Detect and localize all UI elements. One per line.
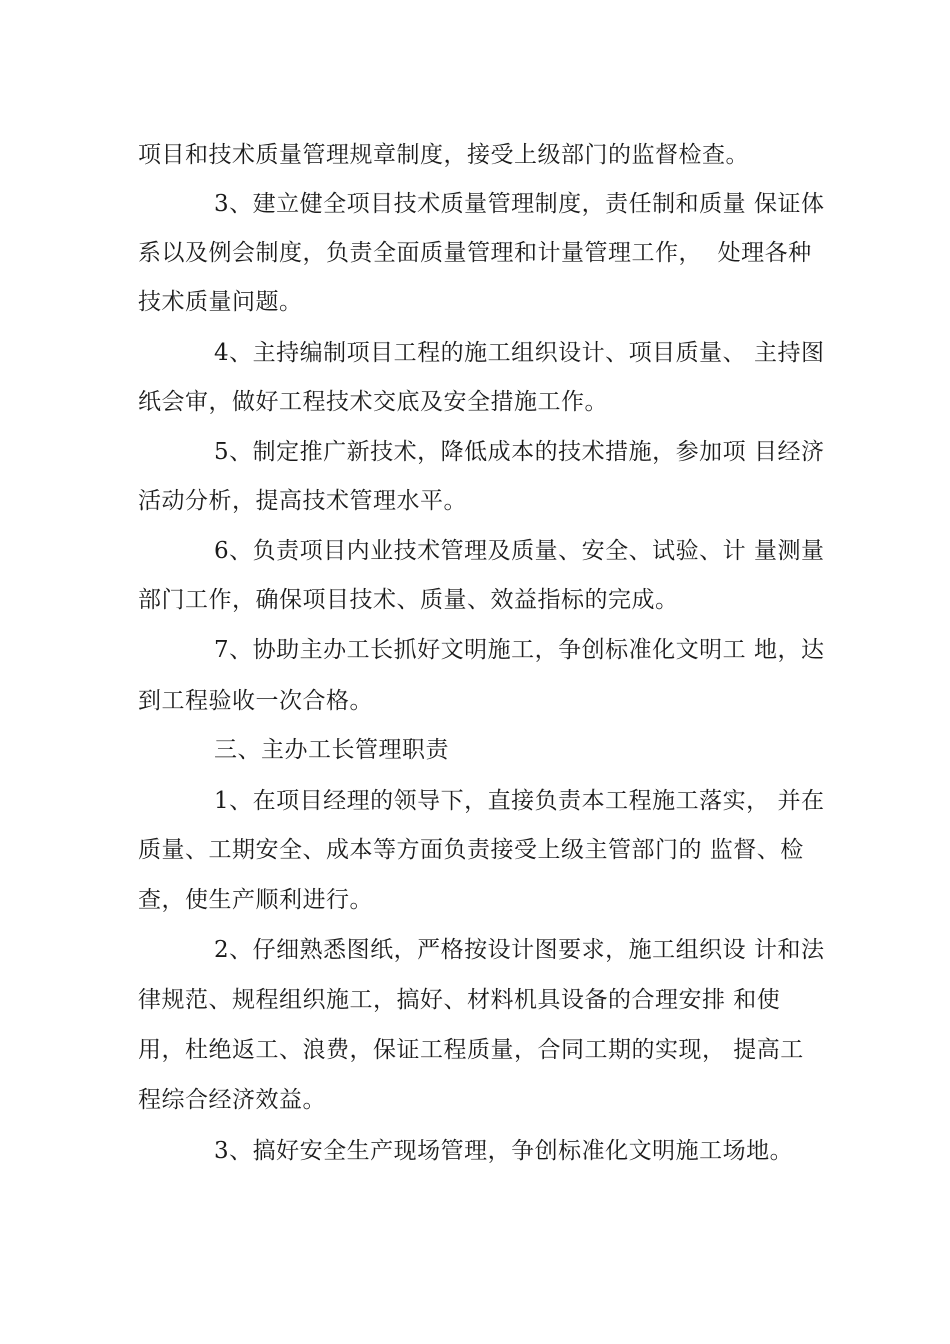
text-line: 1、在项目经理的领导下，直接负责本工程施工落实， 并在 <box>214 788 825 814</box>
text-line: 质量、工期安全、成本等方面负责接受上级主管部门的 监督、检 <box>138 837 804 863</box>
text-line: 7、协助主办工长抓好文明施工，争创标准化文明工 地，达 <box>214 637 825 663</box>
text-line: 技术质量问题。 <box>138 289 303 315</box>
text-line: 5、制定推广新技术，降低成本的技术措施，参加项 目经济 <box>214 439 825 465</box>
text-line: 用，杜绝返工、浪费，保证工程质量，合同工期的实现， 提高工 <box>138 1037 804 1063</box>
text-line: 6、负责项目内业技术管理及质量、安全、试验、计 量测量 <box>214 538 825 564</box>
text-line: 3、建立健全项目技术质量管理制度，责任制和质量 保证体 <box>214 191 825 217</box>
text-line: 3、搞好安全生产现场管理，争创标准化文明施工场地。 <box>214 1138 794 1164</box>
text-line: 2、仔细熟悉图纸，严格按设计图要求，施工组织设 计和法 <box>214 937 825 963</box>
text-line: 系以及例会制度，负责全面质量管理和计量管理工作， 处理各种 <box>138 240 812 266</box>
text-line: 律规范、规程组织施工，搞好、材料机具设备的合理安排 和使 <box>138 987 781 1013</box>
text-line: 纸会审，做好工程技术交底及安全措施工作。 <box>138 389 608 415</box>
text-line: 部门工作，确保项目技术、质量、效益指标的完成。 <box>138 587 679 613</box>
text-line: 程综合经济效益。 <box>138 1087 326 1113</box>
text-line: 项目和技术质量管理规章制度，接受上级部门的监督检查。 <box>138 142 749 168</box>
text-line: 到工程验收一次合格。 <box>138 688 373 714</box>
text-line: 4、主持编制项目工程的施工组织设计、项目质量、 主持图 <box>214 340 825 366</box>
section-heading: 三、主办工长管理职责 <box>214 737 449 763</box>
text-line: 活动分析，提高技术管理水平。 <box>138 488 467 514</box>
text-line: 查，使生产顺利进行。 <box>138 887 373 913</box>
